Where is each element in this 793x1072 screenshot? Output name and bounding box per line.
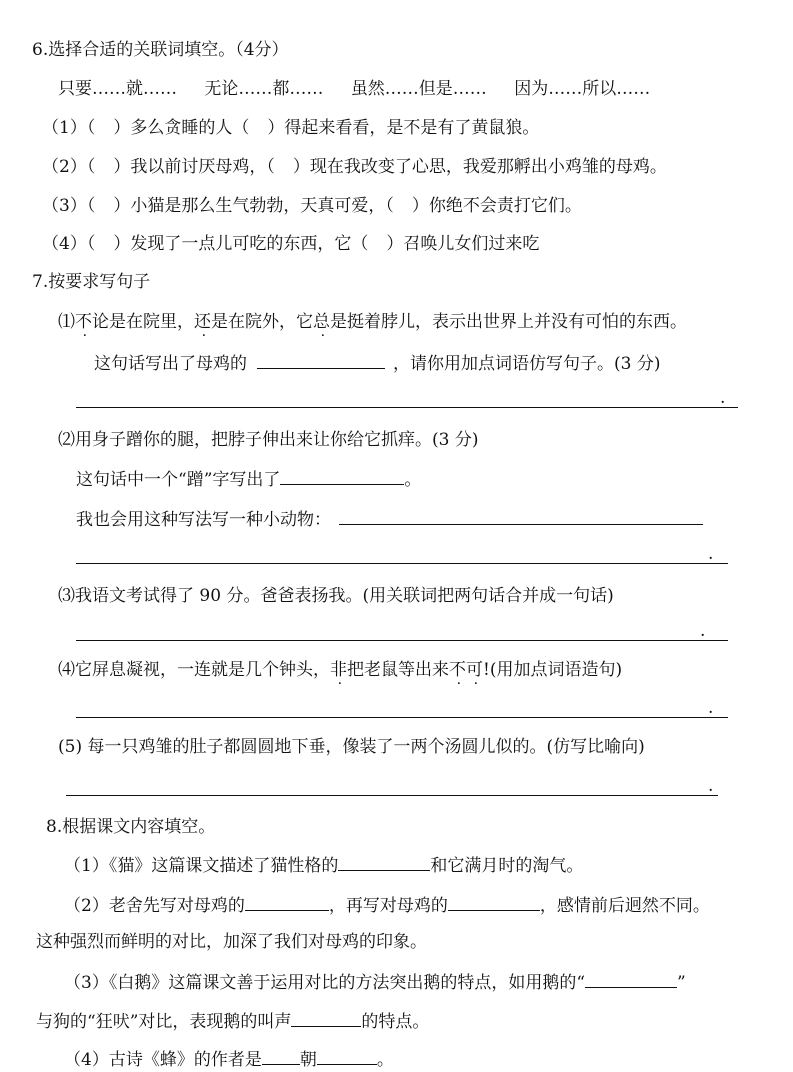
q6-item-4: （4）（ ）发现了一点儿可吃的东西，它（ ）召唤儿女们过来吃 — [42, 234, 540, 254]
q8-item-1: （1）《猫》这篇课文描述了猫性格的 和它满月时的淘气。 — [64, 852, 583, 878]
dotted-word: 可 — [466, 660, 483, 680]
answer-blank[interactable] — [317, 1046, 377, 1065]
q8-item-2-cont: 这种强烈而鲜明的对比，加深了我们对母鸡的印象。 — [36, 932, 427, 952]
q8-title: 8.根据课文内容填空。 — [46, 817, 216, 837]
option-1: 只要……就…… — [58, 79, 177, 99]
answer-line[interactable] — [76, 407, 738, 408]
q7-s2-sentence: ⑵用身子蹭你的腿，把脖子伸出来让你给它抓痒。(3 分) — [58, 430, 479, 450]
answer-blank[interactable] — [338, 852, 430, 871]
dotted-word: 不 — [75, 312, 92, 332]
option-4: 因为……所以…… — [514, 79, 651, 99]
dotted-word: 非 — [330, 660, 347, 680]
answer-line[interactable] — [76, 640, 728, 641]
q7-s1-sentence: ⑴不论是在院里，还是在院外，它总是挺着脖儿，表示出世界上并没有可怕的东西。 — [58, 312, 687, 332]
q6-title: 6.选择合适的关联词填空。（4分） — [32, 40, 289, 60]
q7-s2-q1: 这句话中一个“蹭”字写出了 。 — [76, 466, 421, 492]
answer-blank[interactable] — [245, 892, 329, 911]
answer-blank[interactable] — [280, 466, 404, 485]
q8-item-3-cont: 与狗的“狂吠”对比，表现鹅的叫声 的特点。 — [36, 1008, 429, 1034]
end-dot: . — [708, 776, 714, 796]
q7-s4-sentence: ⑷它屏息凝视，一连就是几个钟头，非把老鼠等出来不可!(用加点词语造句) — [58, 660, 623, 680]
q6-item-2: （2）（ ）我以前讨厌母鸡，（ ）现在我改变了心思，我爱那孵出小鸡雏的母鸡。 — [42, 157, 667, 177]
q6-options — [58, 77, 650, 101]
answer-line[interactable] — [76, 717, 728, 718]
q6-item-1: （1）（ ）多么贪睡的人（ ）得起来看看，是不是有了黄鼠狼。 — [42, 118, 540, 138]
answer-blank[interactable] — [262, 1046, 300, 1065]
answer-line[interactable] — [76, 563, 728, 564]
end-dot: . — [708, 544, 714, 564]
q7-s3-sentence: ⑶我语文考试得了 90 分。爸爸表扬我。(用关联词把两句话合并成一句话) — [58, 586, 614, 606]
end-dot: . — [708, 698, 714, 718]
option-3: 虽然……但是…… — [350, 79, 487, 99]
answer-blank[interactable] — [291, 1008, 361, 1027]
answer-blank[interactable] — [257, 350, 385, 369]
dotted-word: 不 — [449, 660, 466, 680]
answer-blank[interactable] — [585, 969, 677, 988]
q8-item-4: （4）古诗《蜂》的作者是 朝 。 — [64, 1046, 394, 1072]
dotted-word: 总 — [313, 312, 330, 332]
end-dot: . — [700, 621, 706, 641]
option-2: 无论……都…… — [204, 79, 324, 99]
q8-item-2: （2）老舍先写对母鸡的 ，再写对母鸡的 ，感情前后迥然不同。 — [64, 892, 710, 918]
answer-blank[interactable] — [339, 506, 703, 525]
q8-item-3: （3）《白鹅》这篇课文善于运用对比的方法突出鹅的特点，如用鹅的“ ” — [64, 969, 686, 995]
q7-s1-question: 这句话写出了母鸡的 ，请你用加点词语仿写句子。(3 分) — [94, 350, 660, 376]
end-dot: . — [720, 388, 726, 408]
q7-title: 7.按要求写句子 — [32, 272, 151, 292]
dotted-word: 还 — [194, 312, 211, 332]
answer-line[interactable] — [66, 795, 718, 796]
answer-blank[interactable] — [448, 892, 540, 911]
q6-item-3: （3）（ ）小猫是那么生气勃勃，天真可爱，（ ）你绝不会责打它们。 — [42, 196, 582, 216]
q7-s5-sentence: (5) 每一只鸡雏的肚子都圆圆地下垂，像装了一两个汤圆儿似的。(仿写比喻向) — [58, 737, 645, 757]
q7-s2-q2: 我也会用这种写法写一种小动物： — [76, 506, 703, 532]
